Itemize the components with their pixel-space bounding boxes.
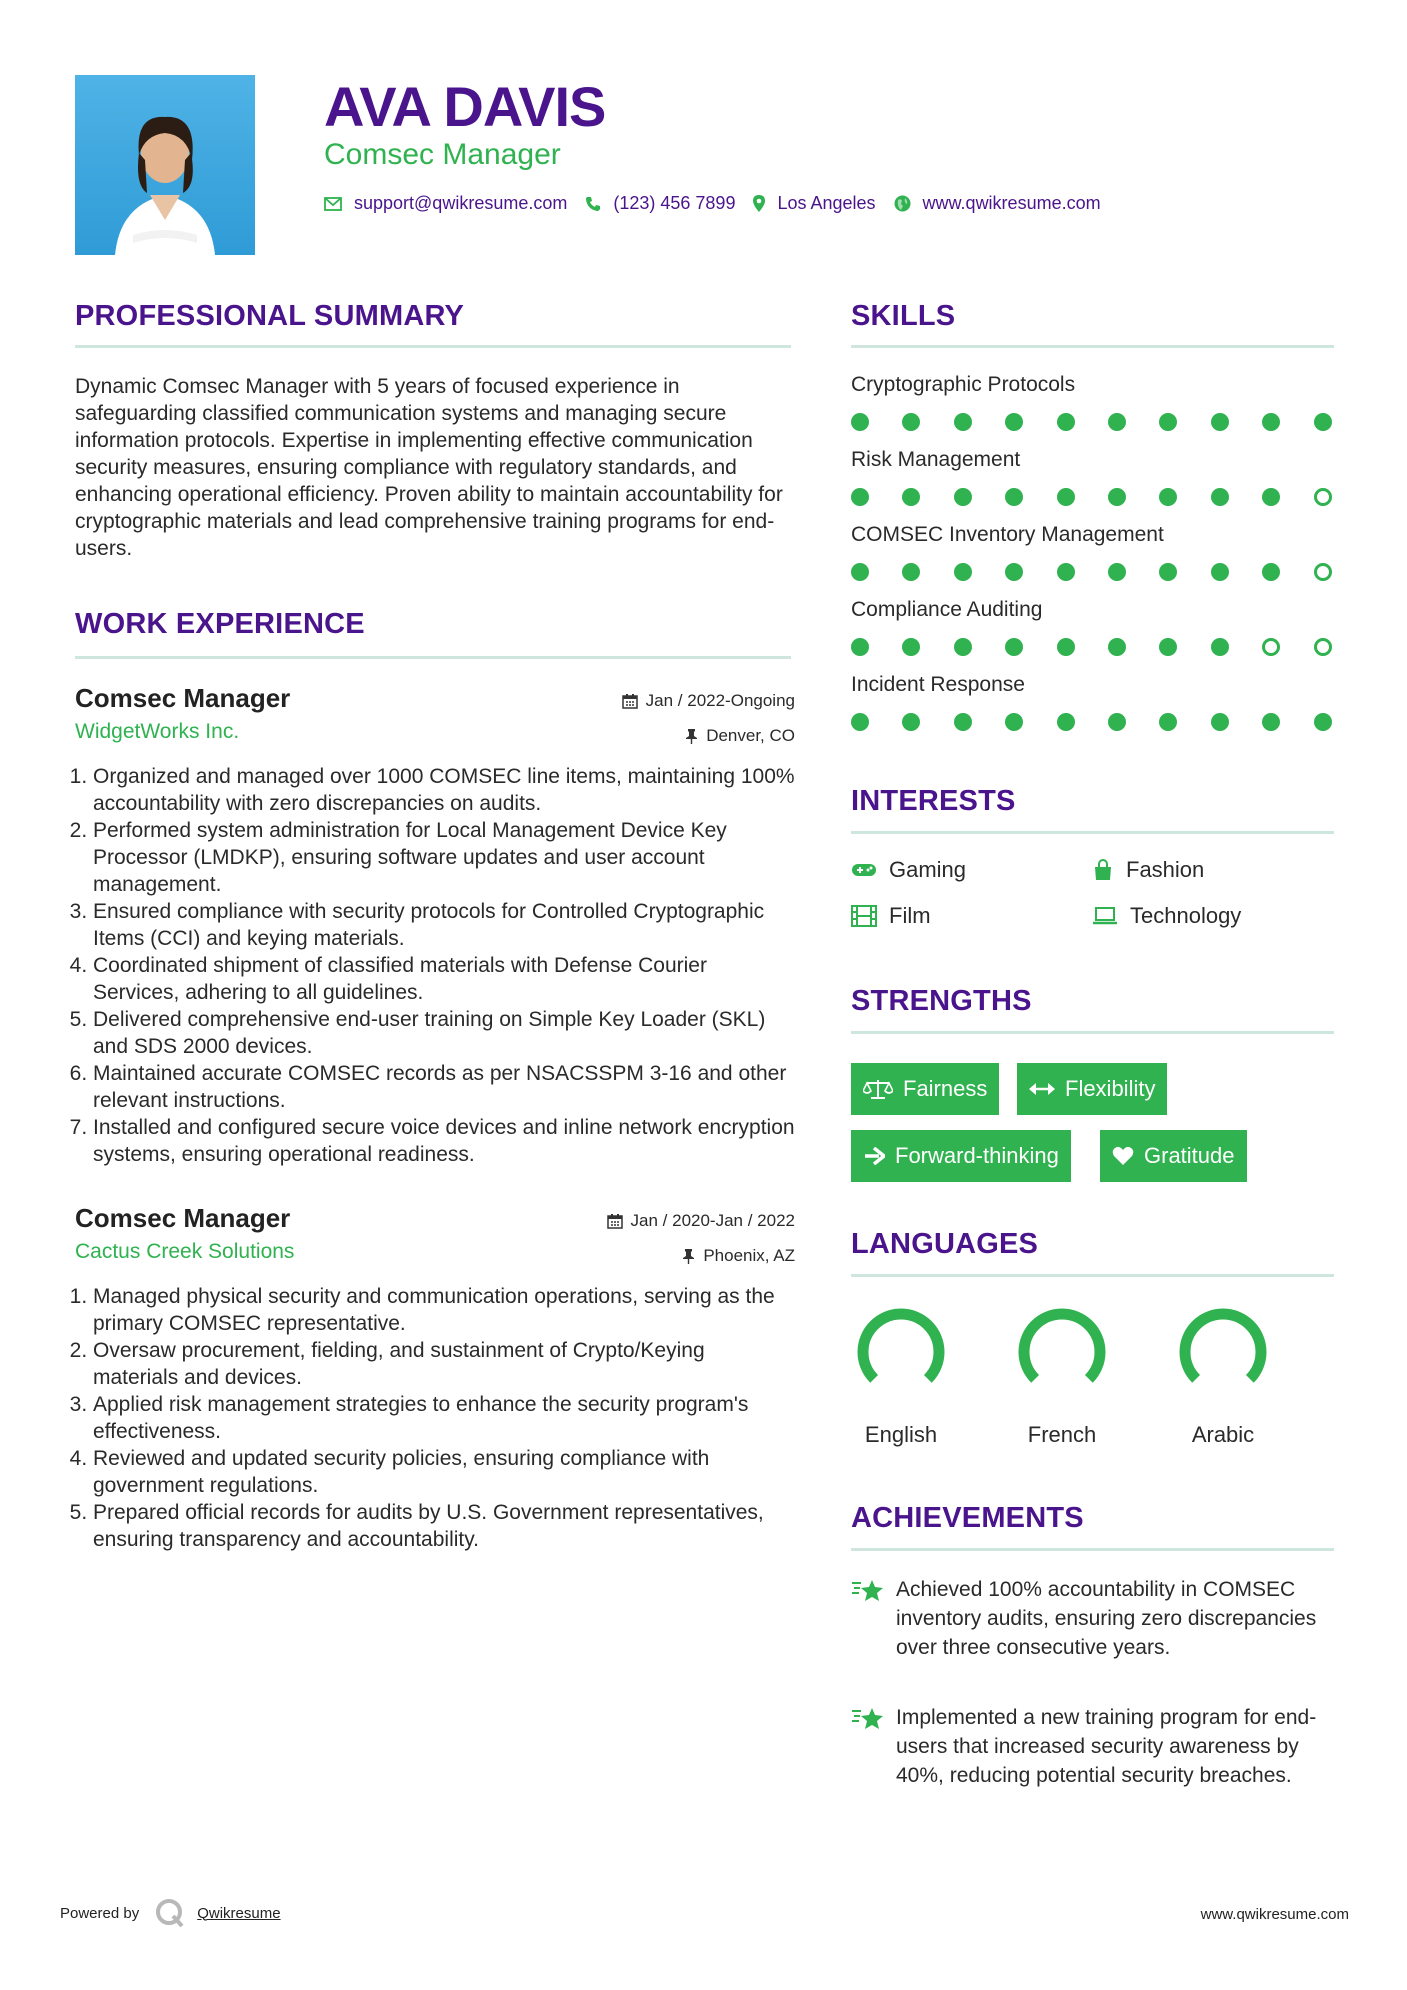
rating-dot-filled: [1057, 563, 1075, 581]
interest-label: Film: [889, 903, 931, 928]
rating-dot-filled: [1108, 413, 1126, 431]
rating-dot-filled: [851, 638, 869, 656]
rating-dot-filled: [902, 713, 920, 731]
language-name: English: [864, 1422, 938, 1447]
job-bullet: 1. Managed physical security and communication operations, serving as the primary COMSEC representative.: [93, 1283, 795, 1337]
rating-dot-filled: [1057, 413, 1075, 431]
footer-powered-by: [60, 1898, 281, 1928]
job-bullet: 2. Performed system administration for Local Management Device Key Processor (LMDKP), ensuring software updates and user account management.: [93, 817, 795, 898]
language-item: [851, 1302, 951, 1452]
interest-label: Fashion: [1126, 857, 1205, 882]
skill-name: Incident Response: [851, 673, 1025, 696]
candidate-name: AVA DAVIS: [324, 75, 606, 138]
contact-phone[interactable]: [585, 193, 735, 214]
language-level-ring: [1173, 1302, 1273, 1402]
rating-dot-filled: [851, 488, 869, 506]
footer-website[interactable]: www.qwikresume.com: [1200, 1906, 1349, 1923]
skill-name: COMSEC Inventory Management: [851, 523, 1164, 546]
contact-location-text: Los Angeles: [777, 193, 876, 213]
strength-tag: [851, 1063, 999, 1115]
language-level-arc: [863, 1314, 939, 1379]
rating-dot-filled: [1211, 638, 1229, 656]
job-bullet: 5. Delivered comprehensive end-user training on Simple Key Loader (SKL) and SDS 2000 devices.: [93, 1006, 795, 1060]
shooting-star-icon: [851, 1705, 885, 1733]
laptop-icon: [1092, 906, 1118, 926]
achievement-item: [851, 1703, 1334, 1790]
balance-scale-icon: [863, 1078, 893, 1100]
rating-dot-filled: [954, 413, 972, 431]
achievements-divider: [851, 1548, 1334, 1551]
rating-dot-empty: [1262, 638, 1280, 656]
rating-dot-filled: [954, 563, 972, 581]
rating-dot-filled: [902, 488, 920, 506]
calendar-icon: [622, 693, 638, 709]
skill-rating: [851, 413, 1334, 435]
job-bullet: 2. Oversaw procurement, fielding, and sustainment of Crypto/Keying materials and devices.: [93, 1337, 795, 1391]
interest-label: Technology: [1130, 903, 1242, 928]
job-title: Comsec Manager: [75, 683, 291, 713]
interest-item: [851, 857, 966, 883]
pushpin-icon: [682, 1248, 695, 1264]
job-bullets: [75, 763, 795, 1168]
job-date-text: Jan / 2020-Jan / 2022: [630, 1211, 795, 1230]
rating-dot-filled: [954, 713, 972, 731]
skill-rating: [851, 638, 1334, 660]
rating-dot-empty: [1314, 488, 1332, 506]
envelope-icon: [324, 197, 342, 211]
skill-name: Cryptographic Protocols: [851, 373, 1076, 396]
strength-label: Flexibility: [1065, 1076, 1156, 1101]
rating-dot-filled: [851, 413, 869, 431]
powered-by-label: Powered by: [60, 1904, 140, 1922]
job-company: WidgetWorks Inc.: [75, 720, 240, 743]
shopping-bag-icon: [1092, 859, 1114, 881]
skill-name: Risk Management: [851, 448, 1021, 471]
job-date: [622, 691, 795, 711]
rating-dot-filled: [1108, 488, 1126, 506]
skill-rating: [851, 488, 1334, 510]
rating-dot-filled: [1005, 488, 1023, 506]
rating-dot-filled: [954, 488, 972, 506]
rating-dot-filled: [1108, 638, 1126, 656]
strength-tag: [851, 1130, 1071, 1182]
profile-photo: [75, 75, 255, 255]
rating-dot-filled: [1005, 563, 1023, 581]
experience-divider: [75, 656, 791, 659]
job-location: [685, 726, 795, 746]
rating-dot-filled: [1262, 488, 1280, 506]
qwikresume-logo-icon: [155, 1898, 185, 1928]
job-entry: [75, 1203, 795, 1573]
language-level-arc: [1185, 1314, 1261, 1379]
rating-dot-filled: [1314, 713, 1332, 731]
strength-tag: [1017, 1063, 1167, 1115]
rating-dot-filled: [1159, 488, 1177, 506]
rating-dot-filled: [1314, 413, 1332, 431]
arrow-right-icon: [863, 1147, 885, 1165]
job-bullet: 6. Maintained accurate COMSEC records as per NSACSSPM 3-16 and other relevant instructions.: [93, 1060, 795, 1114]
interests-divider: [851, 831, 1334, 834]
job-bullet: 3. Ensured compliance with security protocols for Controlled Cryptographic Items (CCI) and keying materials.: [93, 898, 795, 952]
job-company: Cactus Creek Solutions: [75, 1240, 295, 1263]
job-location: [682, 1246, 795, 1266]
map-marker-icon: [753, 195, 765, 212]
rating-dot-empty: [1314, 563, 1332, 581]
achievement-item: [851, 1575, 1334, 1662]
strengths-divider: [851, 1031, 1334, 1034]
rating-dot-filled: [902, 638, 920, 656]
rating-dot-filled: [1211, 563, 1229, 581]
rating-dot-filled: [1262, 713, 1280, 731]
strength-label: Gratitude: [1144, 1143, 1235, 1168]
pushpin-icon: [685, 728, 698, 744]
rating-dot-filled: [851, 563, 869, 581]
language-item: [1173, 1302, 1273, 1452]
rating-dot-filled: [1057, 713, 1075, 731]
rating-dot-filled: [1108, 563, 1126, 581]
rating-dot-filled: [1108, 713, 1126, 731]
rating-dot-filled: [1211, 713, 1229, 731]
rating-dot-filled: [954, 638, 972, 656]
job-entry: [75, 683, 795, 1183]
arrows-horizontal-icon: [1029, 1082, 1055, 1096]
contact-phone-text: (123) 456 7899: [613, 193, 736, 213]
phone-icon: [585, 196, 601, 212]
rating-dot-filled: [1005, 413, 1023, 431]
rating-dot-filled: [1262, 413, 1280, 431]
experience-heading: WORK EXPERIENCE: [75, 608, 365, 640]
calendar-icon: [607, 1213, 623, 1229]
shooting-star-icon: [851, 1577, 885, 1605]
summary-heading: PROFESSIONAL SUMMARY: [75, 300, 465, 332]
film-icon: [851, 905, 877, 927]
job-bullets: [75, 1283, 795, 1553]
strengths-heading: STRENGTHS: [851, 985, 1032, 1017]
interest-label: Gaming: [889, 857, 967, 882]
languages-divider: [851, 1274, 1334, 1277]
rating-dot-empty: [1314, 638, 1332, 656]
right-column: [851, 0, 1334, 1990]
job-bullet: 1. Organized and managed over 1000 COMSEC line items, maintaining 100% accountability with zero discrepancies on audits.: [93, 763, 795, 817]
skill-name: Compliance Auditing: [851, 598, 1043, 621]
summary-text: Dynamic Comsec Manager with 5 years of focused experience in safeguarding classified communication systems and managing secure information protocols. Expertise in implementing effective communication security measures, ensuring compliance with regulatory standards, and enhancing operational efficiency. Proven ability to maintain accountability for cryptographic materials and lead comprehensive training programs for end-users.: [75, 375, 783, 560]
job-title: Comsec Manager: [75, 1203, 291, 1233]
skills-heading: SKILLS: [851, 300, 956, 332]
heart-icon: [1112, 1146, 1134, 1166]
interest-item: [851, 903, 931, 929]
achievement-text: Implemented a new training program for end-users that increased security awareness by 40%, reducing potential security breaches.: [896, 1706, 1317, 1787]
rating-dot-filled: [1211, 488, 1229, 506]
strength-label: Forward-thinking: [895, 1143, 1059, 1168]
candidate-title: Comsec Manager: [324, 138, 561, 171]
summary-divider: [75, 345, 791, 348]
interest-item: [1092, 903, 1241, 929]
skill-rating: [851, 713, 1334, 735]
job-date-text: Jan / 2022-Ongoing: [645, 691, 795, 710]
strength-label: Fairness: [903, 1076, 988, 1101]
skills-divider: [851, 345, 1334, 348]
rating-dot-filled: [902, 563, 920, 581]
rating-dot-filled: [851, 713, 869, 731]
rating-dot-filled: [1159, 638, 1177, 656]
contact-website-text: www.qwikresume.com: [922, 193, 1101, 213]
rating-dot-filled: [1159, 563, 1177, 581]
rating-dot-filled: [902, 413, 920, 431]
job-location-text: Phoenix, AZ: [703, 1246, 795, 1265]
qwikresume-link[interactable]: Qwikresume: [197, 1904, 281, 1922]
strength-tag: [1100, 1130, 1247, 1182]
rating-dot-filled: [1159, 413, 1177, 431]
achievements-heading: ACHIEVEMENTS: [851, 1502, 1084, 1534]
rating-dot-filled: [1057, 488, 1075, 506]
contact-email[interactable]: [324, 193, 567, 214]
job-bullet: 4. Coordinated shipment of classified materials with Defense Courier Services, adhering to all guidelines.: [93, 952, 795, 1006]
job-bullet: 4. Reviewed and updated security policies, ensuring compliance with government regulations.: [93, 1445, 795, 1499]
language-name: Arabic: [1191, 1422, 1255, 1447]
job-bullet: 3. Applied risk management strategies to enhance the security program's effectiveness.: [93, 1391, 795, 1445]
language-level-ring: [851, 1302, 951, 1402]
language-item: [1012, 1302, 1112, 1452]
rating-dot-filled: [1005, 638, 1023, 656]
rating-dot-filled: [1262, 563, 1280, 581]
job-date: [607, 1211, 795, 1231]
rating-dot-filled: [1211, 413, 1229, 431]
rating-dot-filled: [1057, 638, 1075, 656]
languages-heading: LANGUAGES: [851, 1228, 1039, 1260]
contact-email-text: support@qwikresume.com: [354, 193, 568, 213]
job-bullet: 7. Installed and configured secure voice devices and inline network encryption systems, ensuring operational readiness.: [93, 1114, 795, 1168]
language-name: French: [1027, 1422, 1097, 1447]
skill-rating: [851, 563, 1334, 585]
language-level-arc: [1024, 1314, 1100, 1379]
rating-dot-filled: [1159, 713, 1177, 731]
rating-dot-filled: [1005, 713, 1023, 731]
job-location-text: Denver, CO: [706, 726, 795, 745]
language-level-ring: [1012, 1302, 1112, 1402]
job-bullet: 5. Prepared official records for audits by U.S. Government representatives, ensuring transparency and accountability.: [93, 1499, 795, 1553]
gamepad-icon: [851, 862, 877, 878]
interest-item: [1092, 857, 1204, 883]
interests-heading: INTERESTS: [851, 785, 1016, 817]
achievement-text: Achieved 100% accountability in COMSEC inventory audits, ensuring zero discrepancies over three consecutive years.: [896, 1578, 1317, 1659]
